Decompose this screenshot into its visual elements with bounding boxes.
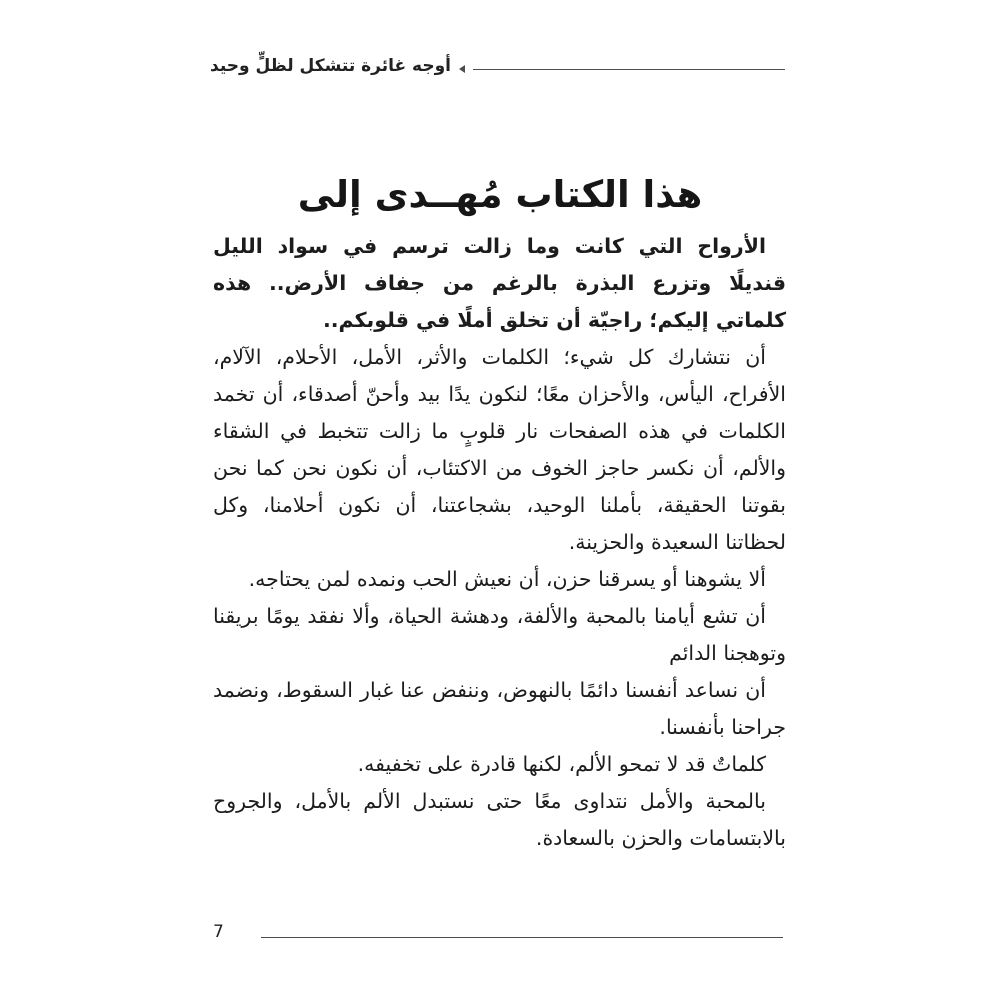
dedication-paragraph: ألا يشوهنا أو يسرقنا حزن، أن نعيش الحب ونمده لمن يحتاجه. <box>248 567 766 591</box>
dedication-paragraph: أن تشع أيامنا بالمحبة والألفة، ودهشة الحياة، وألا نفقد يومًا بريقنا وتوهجنا الدائم <box>213 604 786 665</box>
dedication-body <box>213 228 786 857</box>
page-number: 7 <box>213 922 224 942</box>
footer-rule <box>261 937 783 938</box>
dedication-paragraph: الأرواح التي كانت وما زالت ترسم في سواد الليل قنديلًا وتزرع البذرة بالرغم من جفاف الأرض.. هذه كلماتي إليكم؛ راجيّة أن تخلق أملًا في قلوبكم.. <box>213 234 786 332</box>
running-title: أوجه غائرة تتشكل لظلٍّ وحيد <box>210 56 451 76</box>
dedication-paragraph: أن نساعد أنفسنا دائمًا بالنهوض، وننفض عنا غبار السقوط، ونضمد جراحنا بأنفسنا. <box>213 678 786 739</box>
page-footer <box>213 922 783 942</box>
header-ornament-icon <box>457 64 467 74</box>
dedication-title: هذا الكتاب مُهــدى إلى <box>297 172 703 216</box>
page-header <box>210 56 785 76</box>
dedication-paragraph: بالمحبة والأمل نتداوى معًا حتى نستبدل الألم بالأمل، والجروح بالابتسامات والحزن بالسعادة. <box>213 789 786 850</box>
dedication-paragraph: كلماتٌ قد لا تمحو الألم، لكنها قادرة على تخفيفه. <box>357 752 766 776</box>
dedication-paragraph: أن نتشارك كل شيء؛ الكلمات والأثر، الأمل، الأحلام، الآلام، الأفراح، اليأس، والأحزان معًا؛ لنكون يدًا بيد وأحنّ أصدقاء، أن تخمد الكلمات في هذه الصفحات نار قلوبٍ ما زالت تتخبط في الشقاء والألم، أن نكسر حاجز الخوف من الاكتئاب، أن نكون نحن كما نحن بقوتنا الحقيقة، بأملنا الوحيد، بشجاعتنا، أن نكون أحلامنا، وكل لحظاتنا السعيدة والحزينة. <box>213 345 786 554</box>
header-rule <box>473 69 785 70</box>
